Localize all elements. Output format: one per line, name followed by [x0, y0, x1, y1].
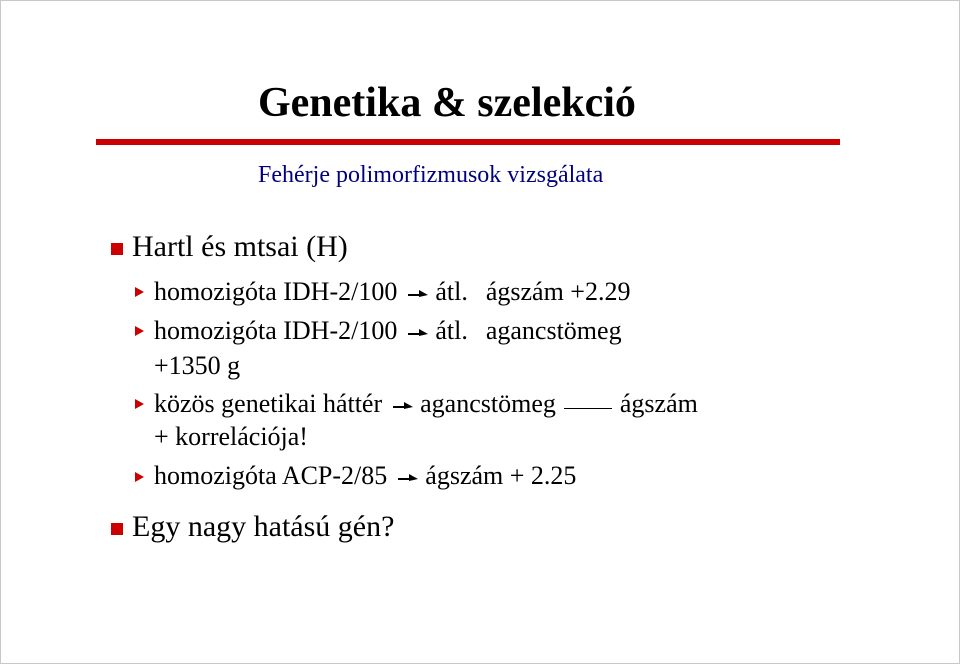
bullet-right-text: agancstömeg	[420, 389, 556, 418]
bullet-right-value: agancstömeg	[485, 316, 622, 345]
triangle-bullet-icon	[135, 326, 144, 336]
bullet-continuation: +1350 g	[154, 351, 241, 380]
triangle-bullet-icon	[135, 287, 144, 297]
right-arrow-icon	[407, 323, 429, 337]
right-arrow-icon	[397, 468, 419, 482]
bullet-left-text: homozigóta ACP-2/85	[154, 461, 388, 490]
bullet-gen-question: Egy nagy hatású gén?	[132, 510, 395, 543]
square-bullet-icon	[111, 243, 123, 255]
bullet-left-text: homozigóta IDH-2/100	[154, 277, 398, 306]
square-bullet-icon	[111, 523, 123, 535]
bullet-idh-agszam	[154, 277, 630, 307]
bullet-continuation: + korrelációja!	[154, 422, 308, 451]
bullet-kozos-hatter	[154, 389, 698, 419]
title-underline-rule	[96, 139, 840, 145]
correlation-dash	[564, 408, 612, 409]
bullet-right-text: átl.	[435, 277, 468, 306]
right-arrow-icon	[392, 396, 414, 410]
bullet-left-text: közös genetikai háttér	[154, 389, 383, 418]
bullet-idh-agancstomeg	[154, 316, 622, 346]
bullet-acp	[154, 461, 576, 491]
bullet-right-value: ágszám +2.29	[485, 277, 631, 306]
bullet-left-text: homozigóta IDH-2/100	[154, 316, 398, 345]
triangle-bullet-icon	[135, 472, 144, 482]
bullet-right-text: átl.	[435, 316, 468, 345]
bullet-right-text: ágszám + 2.25	[425, 461, 577, 490]
slide-title: Genetika & szelekció	[258, 80, 636, 126]
slide-subtitle: Fehérje polimorfizmusok vizsgálata	[258, 162, 604, 188]
bullet-right-value: ágszám	[619, 389, 698, 418]
right-arrow-icon	[407, 284, 429, 298]
triangle-bullet-icon	[135, 399, 144, 409]
bullet-hartl: Hartl és mtsai (H)	[132, 230, 348, 263]
